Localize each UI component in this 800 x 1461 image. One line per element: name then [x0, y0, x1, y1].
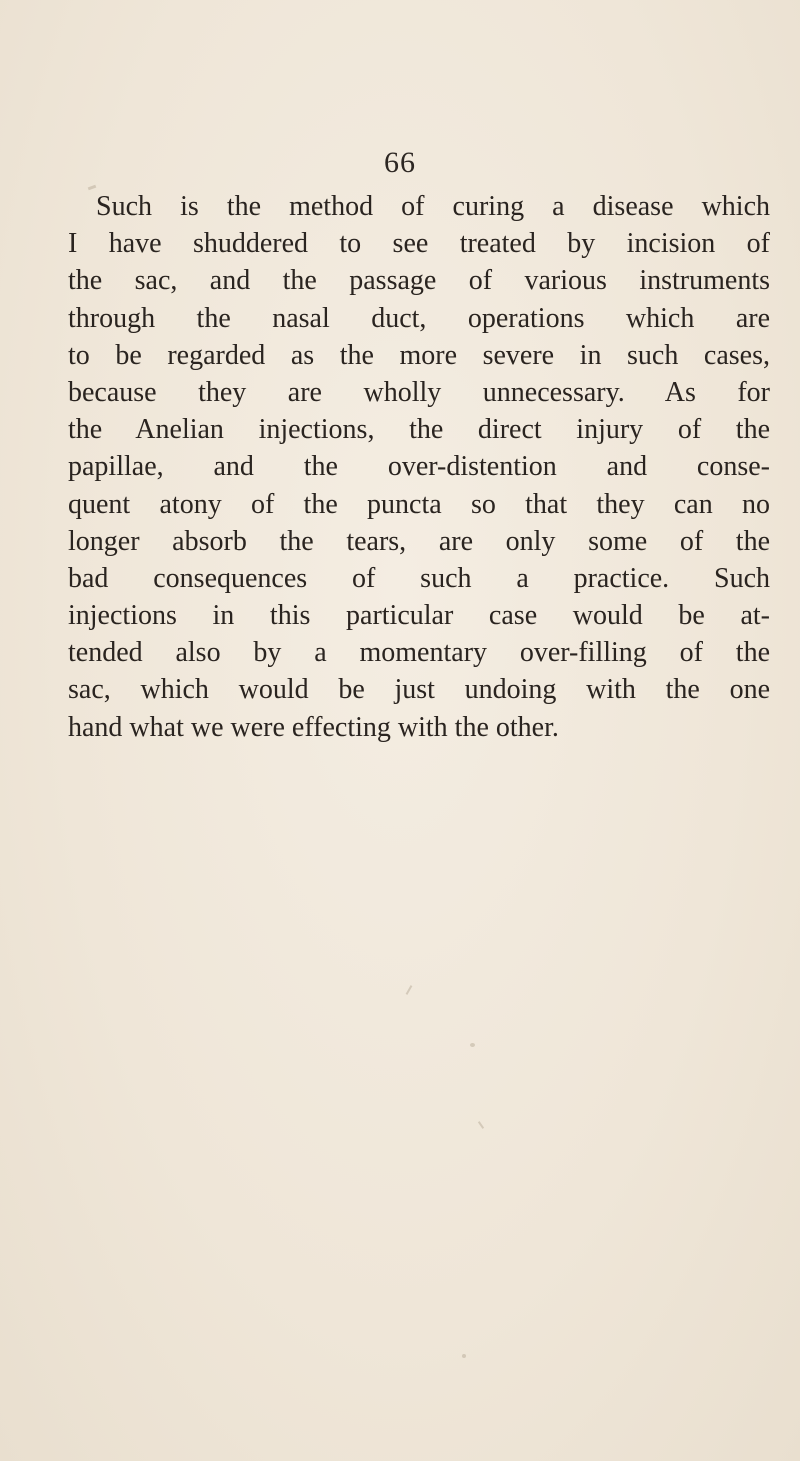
- paper-speck: [478, 1121, 484, 1129]
- text-line: longer absorb the tears, are only some of the: [68, 525, 770, 557]
- paragraph: [68, 188, 770, 746]
- text-line: injections in this particular case would be at-: [68, 600, 770, 632]
- text-line: bad consequences of such a practice. Such: [68, 562, 770, 594]
- text-line: the Anelian injections, the direct injury of the: [68, 414, 770, 446]
- text-line: tended also by a momentary over-filling of the: [68, 637, 770, 669]
- text-line: papillae, and the over-distention and conse-: [68, 451, 770, 483]
- text-line: I have shuddered to see treated by incision of: [68, 228, 770, 260]
- text-line: hand what we were effecting with the other.: [68, 711, 559, 743]
- text-line: because they are wholly unnecessary. As for: [68, 376, 770, 408]
- paper-speck: [406, 985, 413, 995]
- paper-speck: [462, 1354, 466, 1358]
- text-line: sac, which would be just undoing with the one: [68, 674, 770, 706]
- text-line: to be regarded as the more severe in such cases,: [68, 339, 770, 371]
- text-line: quent atony of the puncta so that they can no: [68, 488, 770, 520]
- text-line: the sac, and the passage of various instruments: [68, 265, 770, 297]
- page-number: 66: [384, 146, 416, 179]
- paper-speck: [470, 1043, 475, 1047]
- text-line: through the nasal duct, operations which are: [68, 302, 770, 334]
- text-line: Such is the method of curing a disease which: [96, 191, 770, 222]
